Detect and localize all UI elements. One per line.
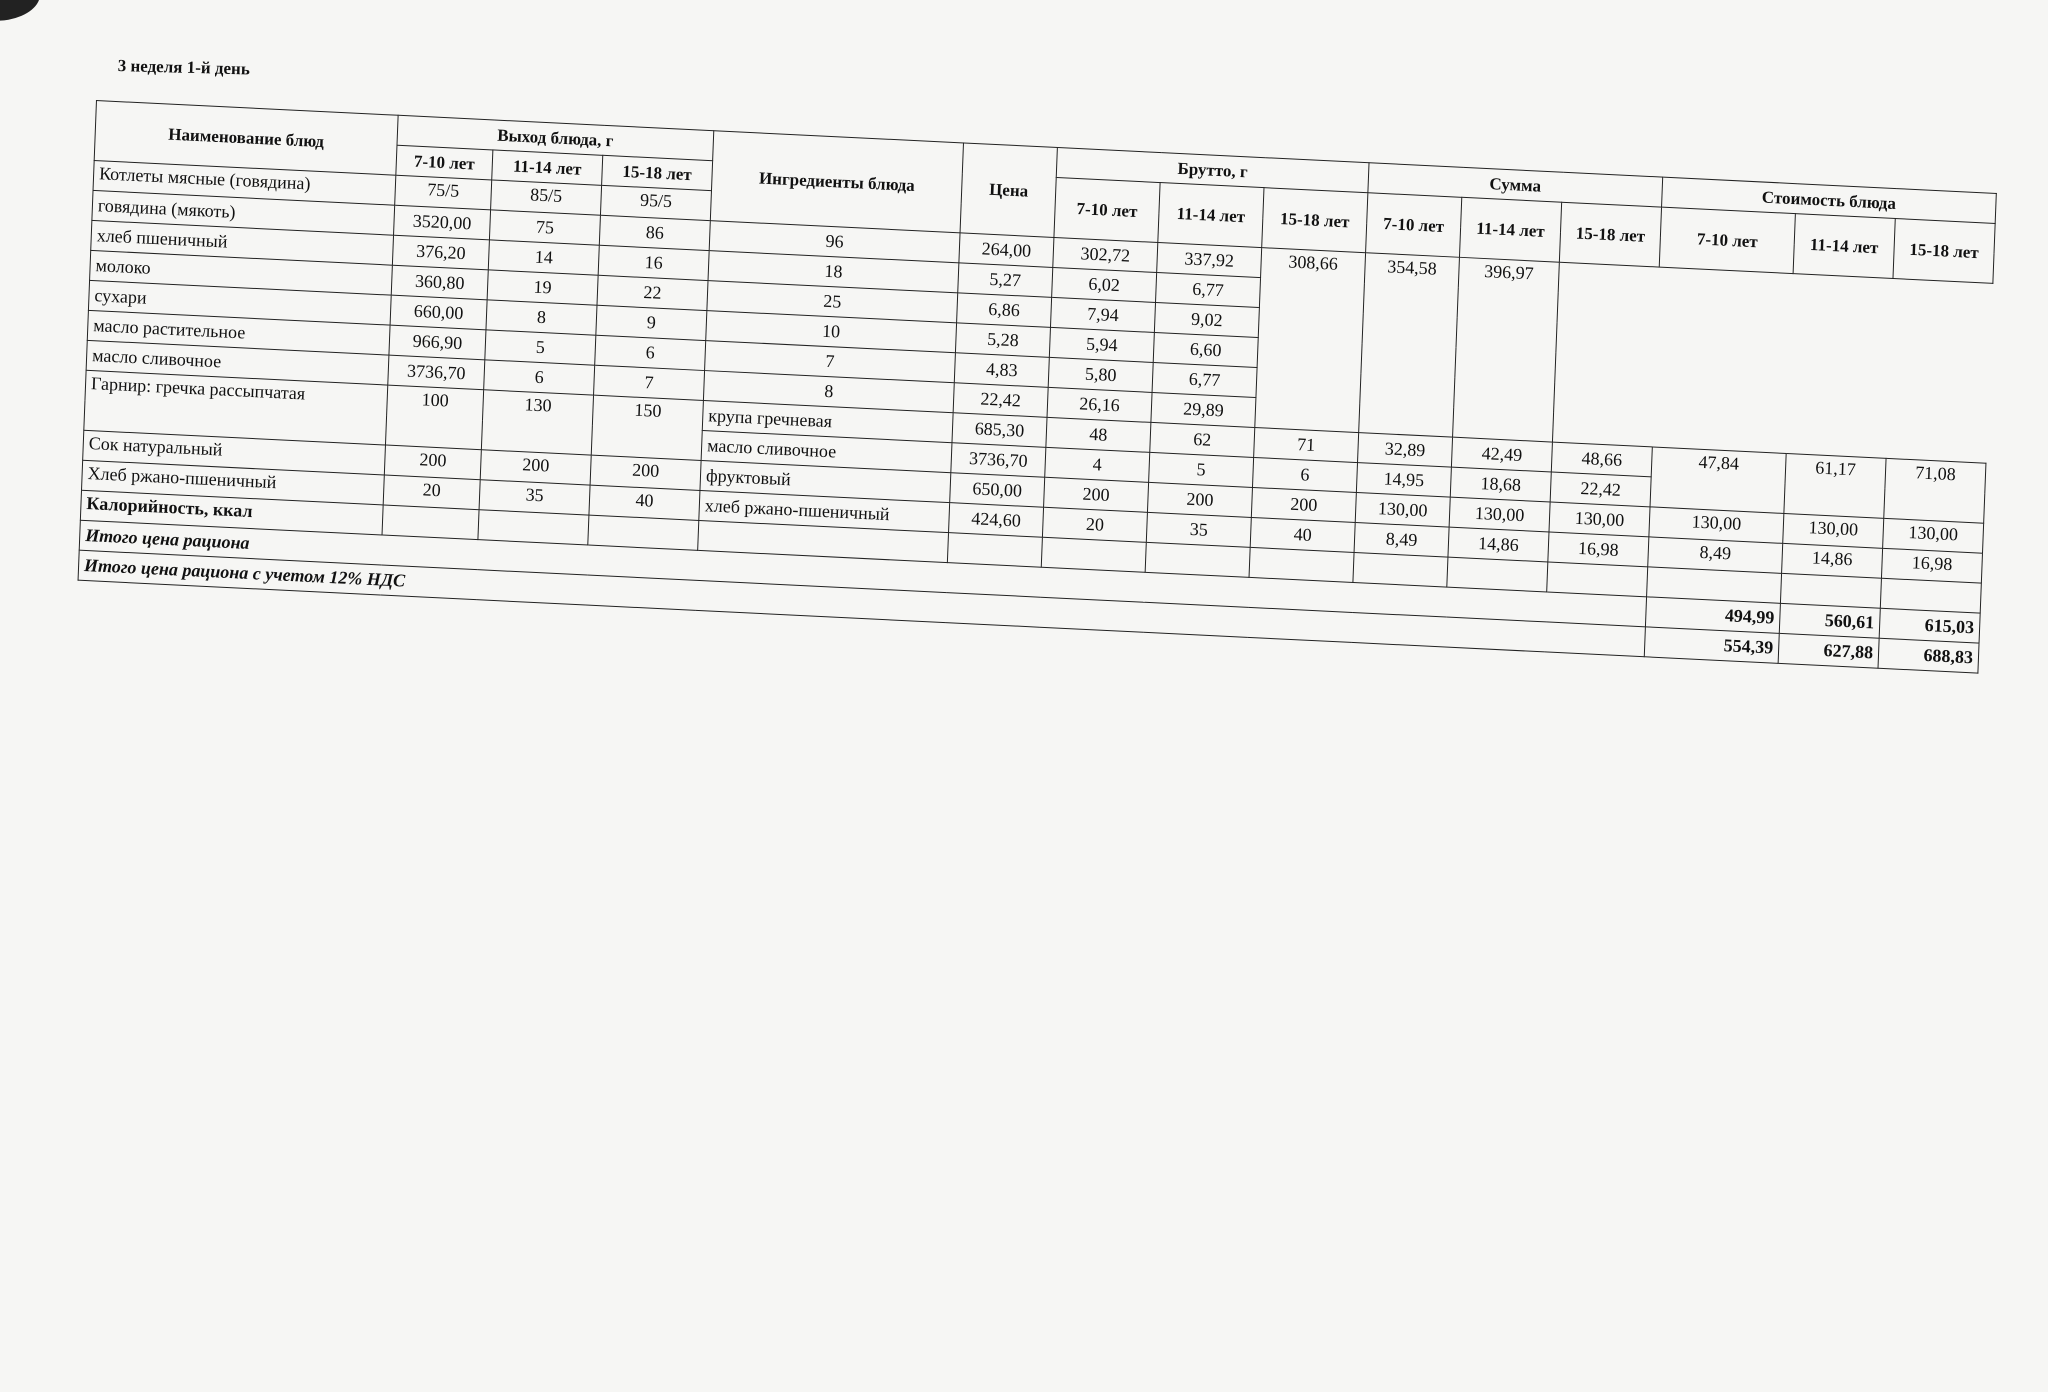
dish-yield-cutlets-2: 85/5 — [491, 180, 602, 215]
header-yield-age-1: 7-10 лет — [396, 145, 493, 180]
ingredient-name: фруктовый — [700, 460, 951, 502]
ingredient-gross-2: 5 — [1149, 452, 1254, 487]
header-sum-age-1: 7-10 лет — [1366, 193, 1462, 258]
ingredient-gross-1: 6 — [484, 360, 595, 395]
ingredient-sum-3: 22,42 — [1550, 472, 1651, 507]
menu-cost-table — [78, 100, 1997, 674]
empty-cell — [1880, 578, 1981, 613]
dish-name-cutlets: Котлеты мясные (говядина) — [93, 160, 396, 205]
dish-name: Гарнир: гречка рассыпчатая — [84, 370, 388, 445]
ingredient-gross-3: 25 — [707, 281, 958, 323]
ingredient-gross-1: 48 — [1046, 417, 1151, 452]
ingredient-sum-3: 6,60 — [1153, 332, 1258, 367]
ingredient-sum-1: 6,86 — [957, 293, 1052, 328]
header-sum-age-2: 11-14 лет — [1459, 197, 1561, 262]
ingredient-sum-2: 5,80 — [1048, 357, 1153, 392]
ingredient-price: 650,00 — [950, 473, 1045, 508]
ingredient-price: 3736,70 — [388, 355, 485, 390]
dish-yield-1: 200 — [384, 445, 481, 480]
dish-yield-cutlets-1: 75/5 — [395, 175, 492, 210]
ingredient-gross-3: 96 — [709, 221, 960, 263]
ingredient-gross-2: 200 — [1147, 482, 1252, 517]
header-cost-age-3: 15-18 лет — [1893, 219, 1995, 284]
ingredient-sum-1: 130,00 — [1355, 493, 1450, 528]
total-value-2: 560,61 — [1779, 603, 1880, 638]
header-price: Цена — [960, 143, 1057, 238]
dish-cost-1: 130,00 — [1649, 507, 1784, 544]
empty-cell — [947, 533, 1042, 568]
header-yield: Выход блюда, г — [397, 115, 714, 160]
ingredient-gross-2: 86 — [599, 215, 710, 250]
total-value-1: 494,99 — [1645, 597, 1780, 634]
dish-cost-2: 61,17 — [1784, 453, 1886, 518]
ingredient-sum-1: 8,49 — [1354, 522, 1449, 557]
dish-cost-3: 71,08 — [1884, 458, 1986, 523]
header-yield-age-2: 11-14 лет — [492, 150, 603, 185]
page-corner-shadow — [0, 0, 43, 26]
ingredient-name: хлеб ржано-пшеничный — [699, 490, 950, 532]
dish-yield-1: 100 — [385, 385, 483, 450]
ingredient-sum-2: 7,94 — [1050, 297, 1155, 332]
ingredient-name: хлеб пшеничный — [91, 220, 394, 265]
ingredient-gross-3: 200 — [1251, 487, 1356, 522]
ingredient-gross-2: 35 — [1146, 512, 1251, 547]
ingredient-gross-1: 75 — [489, 210, 600, 245]
ingredient-name: масло сливочное — [86, 340, 389, 385]
ingredient-sum-2: 130,00 — [1449, 497, 1550, 532]
total-vat-value-2: 627,88 — [1778, 633, 1879, 668]
ingredient-gross-2: 62 — [1150, 422, 1255, 457]
ingredient-price: 685,30 — [952, 413, 1047, 448]
ingredient-name: молоко — [90, 250, 393, 295]
ingredient-sum-1: 5,28 — [955, 323, 1050, 358]
dish-yield-3: 150 — [591, 395, 703, 460]
ingredient-gross-3: 10 — [706, 311, 957, 353]
dish-cost-3: 130,00 — [1883, 518, 1984, 553]
dish-yield-3: 200 — [590, 455, 701, 490]
ingredient-sum-3: 6,77 — [1152, 362, 1257, 397]
ingredient-gross-1: 19 — [487, 270, 598, 305]
empty-cell — [1447, 557, 1548, 592]
ingredient-sum-3: 337,92 — [1157, 243, 1262, 278]
total-vat-label: Итого цена рациона с учетом 12% НДС — [78, 550, 1645, 657]
ingredient-sum-2: 5,94 — [1049, 327, 1154, 362]
total-vat-value-1: 554,39 — [1644, 627, 1779, 664]
empty-cell — [1780, 573, 1881, 608]
header-gross-age-3: 15-18 лет — [1262, 188, 1368, 253]
total-label: Итого цена рациона — [79, 520, 1646, 627]
dish-yield-1 — [382, 505, 479, 540]
ingredient-sum-2: 6,02 — [1052, 267, 1157, 302]
header-gross: Брутто, г — [1056, 148, 1369, 193]
header-cost-age-1: 7-10 лет — [1659, 207, 1795, 274]
ingredient-sum-3: 29,89 — [1151, 392, 1256, 427]
ingredient-name: масло сливочное — [701, 430, 952, 472]
ingredient-gross-1: 200 — [1044, 477, 1149, 512]
ingredient-sum-3: 6,77 — [1156, 273, 1261, 308]
ingredient-sum-3: 48,66 — [1551, 442, 1652, 477]
dish-name: Сок натуральный — [83, 430, 386, 475]
dish-yield-3: 40 — [589, 485, 700, 520]
ingredient-sum-3: 16,98 — [1548, 532, 1649, 567]
ingredient-gross-1: 4 — [1045, 447, 1150, 482]
header-gross-age-2: 11-14 лет — [1158, 183, 1264, 248]
ingredient-price: 424,60 — [949, 503, 1044, 538]
ingredient-price: 966,90 — [389, 325, 486, 360]
dish-cost-3: 396,97 — [1453, 257, 1560, 442]
ingredient-price: 360,80 — [391, 265, 488, 300]
header-cost-age-2: 11-14 лет — [1793, 214, 1895, 279]
ingredient-gross-3: 40 — [1250, 517, 1355, 552]
dish-cost-2: 354,58 — [1359, 253, 1460, 437]
dish-cost-1: 8,49 — [1648, 537, 1783, 574]
header-sum-age-3: 15-18 лет — [1559, 202, 1661, 267]
ingredient-sum-2: 302,72 — [1053, 237, 1158, 272]
ingredient-sum-3: 130,00 — [1549, 502, 1650, 537]
ingredient-gross-2: 22 — [597, 275, 708, 310]
ingredient-sum-1: 4,83 — [954, 353, 1049, 388]
dish-yield-2: 35 — [479, 480, 590, 515]
empty-cell — [1547, 562, 1648, 597]
ingredient-gross-1: 5 — [485, 330, 596, 365]
ingredient-sum-3: 9,02 — [1154, 302, 1259, 337]
ingredient-gross-1: 8 — [486, 300, 597, 335]
dish-cost-2: 130,00 — [1783, 513, 1884, 548]
page-title: 3 неделя 1-й день — [117, 56, 251, 79]
ingredient-gross-2: 7 — [594, 365, 705, 400]
dish-cost-1: 47,84 — [1650, 447, 1786, 514]
dish-name: Калорийность, ккал — [80, 490, 383, 535]
ingredient-gross-3: 71 — [1254, 427, 1359, 462]
menu-table-wrapper — [78, 100, 1997, 674]
dish-yield-2: 130 — [481, 390, 593, 455]
ingredient-sum-1: 22,42 — [953, 383, 1048, 418]
ingredient-gross-3: 8 — [703, 371, 954, 413]
ingredient-gross-1: 20 — [1042, 507, 1147, 542]
ingredient-gross-3: 6 — [1252, 457, 1357, 492]
ingredient-sum-2: 42,49 — [1451, 437, 1552, 472]
dish-cost-1: 308,66 — [1255, 248, 1366, 433]
ingredient-gross-2: 6 — [595, 335, 706, 370]
ingredient-sum-1: 264,00 — [959, 233, 1054, 268]
header-dish-name: Наименование блюд — [94, 101, 398, 176]
ingredient-gross-1: 14 — [488, 240, 599, 275]
ingredient-gross-2: 9 — [596, 305, 707, 340]
ingredient-name: говядина (мякоть) — [92, 190, 395, 235]
dish-name: Хлеб ржано-пшеничный — [82, 460, 385, 505]
dish-cost-2: 14,86 — [1782, 543, 1883, 578]
ingredient-sum-1: 32,89 — [1358, 433, 1453, 468]
ingredient-gross-3: 18 — [708, 251, 959, 293]
header-sum: Сумма — [1368, 163, 1663, 207]
ingredient-price: 3520,00 — [394, 205, 491, 240]
dish-yield-1: 20 — [383, 475, 480, 510]
dish-yield-cutlets-3: 95/5 — [600, 185, 711, 220]
ingredient-name: сухари — [88, 280, 391, 325]
ingredient-name: масло растительное — [87, 310, 390, 355]
empty-cell — [1353, 552, 1448, 587]
ingredient-price: 3736,70 — [951, 443, 1046, 478]
ingredient-gross-2: 16 — [598, 245, 709, 280]
header-dish-cost: Стоимость блюда — [1662, 177, 1997, 223]
ingredient-price: 660,00 — [390, 295, 487, 330]
ingredient-sum-1: 5,27 — [958, 263, 1053, 298]
ingredient-name: крупа гречневая — [702, 401, 953, 443]
ingredient-gross-3: 7 — [705, 341, 956, 383]
dish-cost-3: 16,98 — [1881, 548, 1982, 583]
header-yield-age-3: 15-18 лет — [602, 155, 713, 190]
total-vat-value-3: 688,83 — [1878, 638, 1979, 673]
dish-yield-2: 200 — [480, 450, 591, 485]
header-ingredients: Ингредиенты блюда — [710, 131, 963, 233]
total-value-3: 615,03 — [1879, 608, 1980, 643]
ingredient-sum-2: 14,86 — [1448, 527, 1549, 562]
ingredient-sum-1: 14,95 — [1356, 463, 1451, 498]
ingredient-sum-2: 18,68 — [1450, 467, 1551, 502]
header-gross-age-1: 7-10 лет — [1054, 177, 1160, 242]
ingredient-sum-2: 26,16 — [1047, 387, 1152, 422]
ingredient-price: 376,20 — [392, 235, 489, 270]
